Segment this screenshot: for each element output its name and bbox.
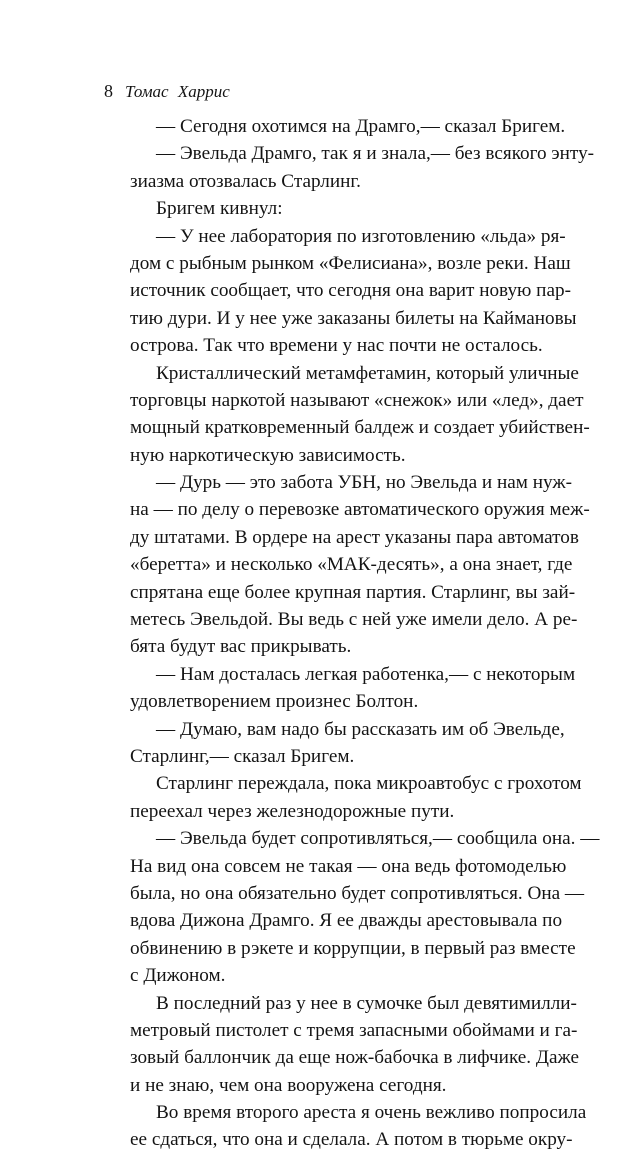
paragraph [104, 113, 566, 140]
text-line: обвинению в рэкете и коррупции, в первый раз вместе [130, 937, 576, 959]
text-line: вдова Дижона Драмго. Я ее дважды арестовывала по [130, 910, 563, 932]
text-line: метровый пистолет с тремя запасными обоймами и га- [130, 1019, 578, 1041]
text-line: ную наркотическую зависимость. [130, 444, 406, 466]
text-line: зовый баллончик да еще нож-бабочка в лифчике. Даже [130, 1047, 580, 1069]
text-line: зиазма отозвалась Старлинг. [130, 170, 361, 192]
text-line: Старлинг,— сказал Бригем. [130, 745, 355, 767]
paragraph [104, 140, 595, 195]
text-line: Во время второго ареста я очень вежливо попросила [156, 1102, 587, 1124]
text-line: была, но она обязательно будет сопротивляться. Она — [130, 882, 585, 904]
text-line: тию дури. И у нее уже заказаны билеты на Каймановы [130, 307, 577, 329]
text-line: В последний раз у нее в сумочке был девятимилли- [156, 992, 577, 1014]
text-line: — Эвельда Драмго, так я и знала,— без всякого энту- [156, 143, 595, 165]
paragraph [104, 1099, 587, 1154]
text-line: — Нам досталась легкая работенка,— с некоторым [156, 663, 576, 685]
paragraph [104, 770, 582, 825]
text-line: «беретта» и несколько «МАК-десять», а она знает, где [130, 554, 573, 576]
text-line: острова. Так что времени у нас почти не осталось. [130, 335, 543, 357]
text-line: — Сегодня охотимся на Драмго,— сказал Бригем. [156, 116, 566, 137]
text-line: торговцы наркотой называют «снежок» или «лед», дает [130, 389, 584, 411]
text-line: На вид она совсем не такая — она ведь фотомоделью [130, 855, 567, 877]
body-text [104, 113, 600, 1154]
text-line: — Думаю, вам надо бы рассказать им об Эвельде, [156, 718, 565, 740]
paragraph [104, 716, 565, 771]
text-line: источник сообщает, что сегодня она варит новую пар- [130, 280, 571, 302]
text-line: метесь Эвельдой. Вы ведь с ней уже имели дело. А ре- [130, 609, 578, 631]
text-line: удовлетворением произнес Болтон. [130, 691, 419, 713]
text-line: с Дижоном. [130, 965, 226, 987]
text-line: ду штатами. В ордере на арест указаны пара автоматов [130, 526, 579, 548]
paragraph [104, 661, 576, 716]
text-line: мощный кратковременный балдеж и создает убийствен- [130, 417, 590, 439]
running-header-author: Томас Харрис [125, 82, 230, 101]
text-line: и не знаю, чем она вооружена сегодня. [130, 1074, 447, 1096]
text-line: Бригем кивнул: [156, 198, 283, 220]
text-line: Кристаллический метамфетамин, который уличные [156, 362, 579, 384]
paragraph [104, 360, 590, 470]
paragraph [104, 223, 577, 360]
paragraph [104, 469, 590, 661]
text-line: — Эвельда будет сопротивляться,— сообщила она. — [156, 828, 600, 850]
book-page [104, 76, 600, 1154]
text-line: — Дурь — это забота УБН, но Эвельда и нам нуж- [156, 472, 572, 494]
text-line: — У нее лаборатория по изготовлению «льда» ря- [156, 225, 566, 247]
page-number: 8 [104, 81, 113, 101]
text-line: бята будут вас прикрывать. [130, 636, 352, 658]
text-line: ее сдаться, что она и сделала. А потом в тюрьме окру- [130, 1129, 573, 1151]
running-header [104, 76, 537, 106]
paragraph [104, 195, 537, 222]
paragraph [104, 825, 600, 989]
text-line: на — по делу о перевозке автоматического оружия меж- [130, 499, 590, 521]
text-line: дом с рыбным рынком «Фелисиана», возле реки. Наш [130, 252, 571, 274]
text-line: Старлинг переждала, пока микроавтобус с грохотом [156, 773, 582, 795]
text-line: переехал через железнодорожные пути. [130, 800, 455, 822]
paragraph [104, 990, 580, 1100]
text-line: спрятана еще более крупная партия. Старлинг, вы зай- [130, 581, 576, 603]
